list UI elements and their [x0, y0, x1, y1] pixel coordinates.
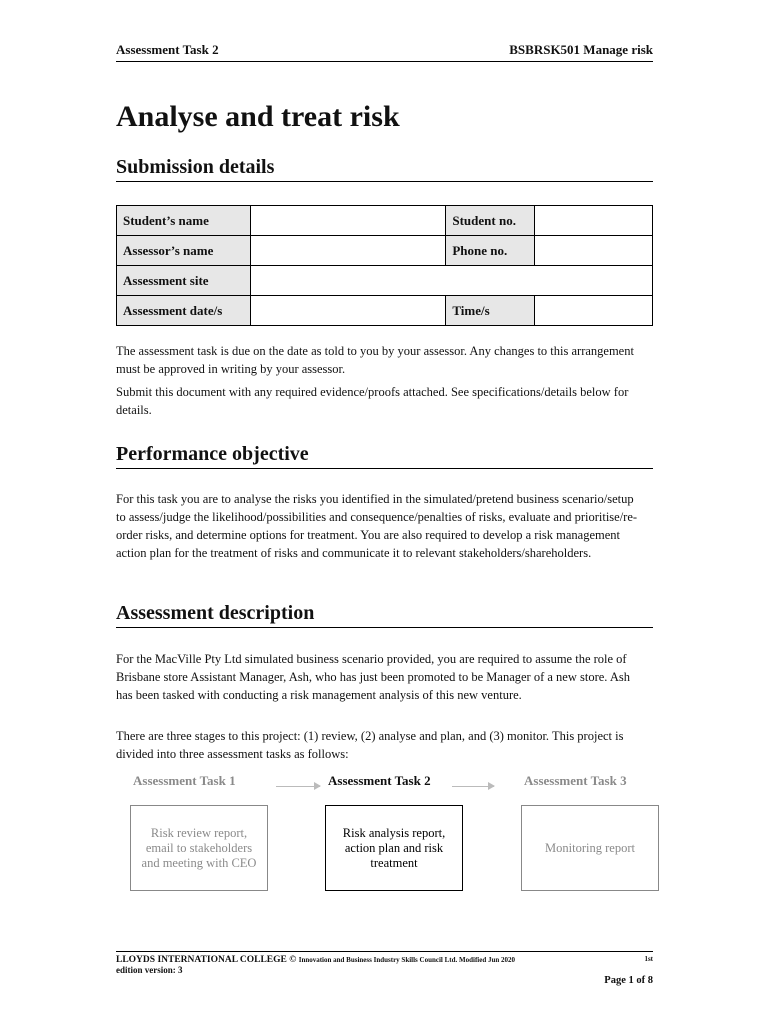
submit-paragraph: Submit this document with any required evidence/proofs attached. See specifications/details below for details. [116, 385, 629, 417]
assessment-date-field[interactable] [250, 296, 446, 326]
task3-box-text: Monitoring report [545, 840, 635, 855]
task1-box-text: Risk review report, email to stakeholders and meeting with CEO [141, 825, 257, 870]
table-row [117, 296, 653, 326]
task3-box [521, 805, 659, 891]
assessment-flow-diagram [116, 773, 653, 893]
assessor-name-field[interactable] [250, 236, 446, 266]
header-unit: BSBRSK501 Manage risk [509, 42, 653, 57]
assessment-date-label: Assessment date/s [117, 296, 251, 326]
student-name-label: Student’s name [117, 206, 251, 236]
task2-box-text: Risk analysis report, action plan and risk treatment [342, 825, 446, 870]
task3-label: Assessment Task 3 [524, 773, 627, 788]
table-row [117, 236, 653, 266]
assessor-name-label: Assessor’s name [117, 236, 251, 266]
task1-box [130, 805, 268, 891]
submission-heading: Submission details [116, 156, 653, 182]
assessment-paragraph: For the MacVille Pty Ltd simulated business scenario provided, you are required to assume the role of Brisbane store Assistant Manager, Ash, who has just been promoted to be Manager of a new store. Ash has been tasked with conducting a risk management analysis of this new venture. [116, 652, 630, 702]
footer-edition: edition version: 3 [116, 965, 183, 975]
assessment-site-field[interactable] [250, 266, 652, 296]
page-title: Analyse and treat risk [116, 100, 400, 133]
footer-council: Innovation and Business Industry Skills Council Ltd. Modified Jun 2020 [298, 956, 516, 964]
footer-line [116, 955, 653, 965]
student-no-label: Student no. [446, 206, 535, 236]
submission-table [116, 205, 653, 326]
student-name-field[interactable] [250, 206, 446, 236]
task2-box [325, 805, 463, 891]
flow-arrow-1 [276, 786, 320, 787]
flow-arrow-2 [452, 786, 494, 787]
due-date-paragraph: The assessment task is due on the date as told to you by your assessor. Any changes to this arrangement must be approved in writing by your assessor. [116, 344, 634, 376]
page-footer [116, 951, 653, 986]
table-row [117, 266, 653, 296]
footer-college: LLOYDS INTERNATIONAL COLLEGE © [116, 955, 297, 965]
performance-heading: Performance objective [116, 443, 653, 469]
page-header [116, 42, 653, 62]
assessment-heading: Assessment description [116, 602, 653, 628]
phone-no-field[interactable] [535, 236, 653, 266]
task1-label: Assessment Task 1 [133, 773, 236, 788]
student-no-field[interactable] [535, 206, 653, 236]
time-label: Time/s [446, 296, 535, 326]
table-row [117, 206, 653, 236]
task2-label: Assessment Task 2 [328, 773, 431, 788]
stages-paragraph: There are three stages to this project: (1) review, (2) analyse and plan, and (3) monitor. This project is divided into three assessment tasks as follows: [116, 729, 624, 761]
footer-edition-mark: 1st [644, 955, 653, 963]
time-field[interactable] [535, 296, 653, 326]
performance-paragraph: For this task you are to analyse the risks you identified in the simulated/pretend business scenario/setup to assess/judge the likelihood/possibilities and consequence/penalties of risks, evaluate and prioritise/re-order risks, and determine options for treatment. You are also required to develop a risk management action plan for the treatment of risks and communicate it to relevant stakeholders/shareholders. [116, 492, 638, 560]
phone-no-label: Phone no. [446, 236, 535, 266]
header-task: Assessment Task 2 [116, 42, 219, 57]
page-number: Page 1 of 8 [604, 975, 653, 986]
assessment-site-label: Assessment site [117, 266, 251, 296]
footer-college-line [116, 955, 515, 965]
